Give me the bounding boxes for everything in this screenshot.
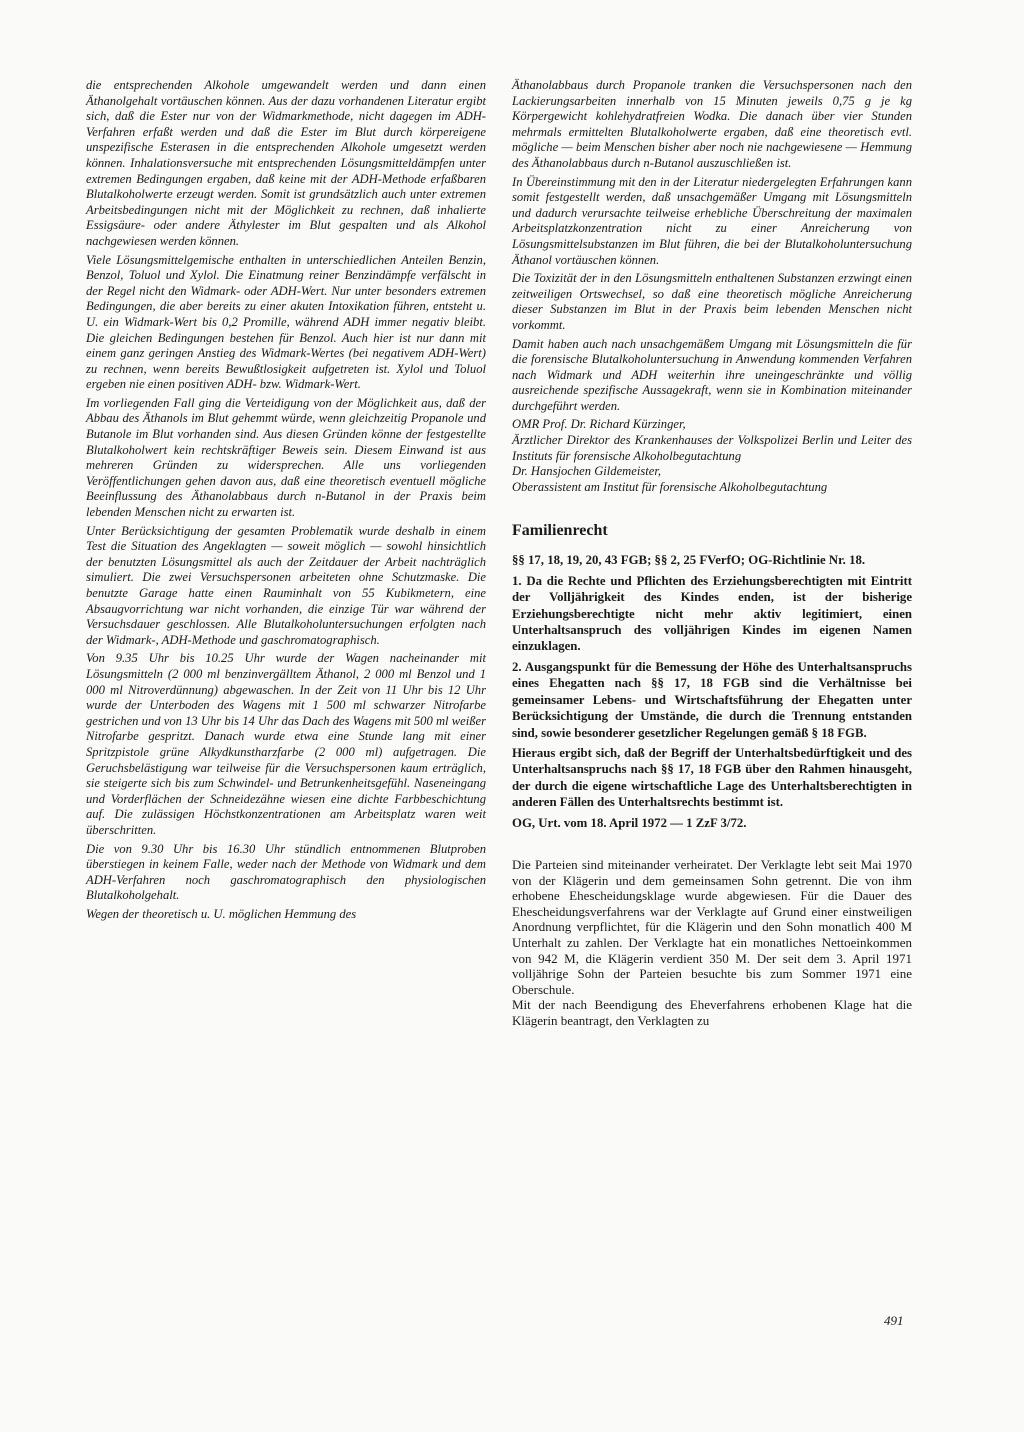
signature-name: OMR Prof. Dr. Richard Kürzinger,	[512, 417, 686, 432]
left-paragraph: Von 9.35 Uhr bis 10.25 Uhr wurde der Wagen nacheinander mit Lösungsmitteln (2 000 ml benzinvergälltem Äthanol, 2 000 ml Benzol und 1 000 ml Nitroverdünnung) abgewaschen. In der Zeit von 11 Uhr bis 12 Uhr wurde der Unterboden des Wagens mit 1 500 ml schwarzer Nitrofarbe gestrichen und von 13 Uhr bis 14 Uhr das Dach des Wagens mit 500 ml weißer Nitrofarbe gespritzt. Danach wurde etwa eine Stunde lang mit einer Spritzpistole grüne Alkydkunstharzfarbe (2 000 ml) aufgetragen. Die Geruchsbelästigung war teilweise für die Versuchspersonen kaum erträglich, sie steigerte sich bis zum Schwindel- und Betrunkenheitsgefühl. Naseneingang und Vorderflächen der Schneidezähne wiesen eine dichte Farbbeschichtung auf. Die zulässigen Höchstkonzentrationen am Arbeitsplatz waren weit überschritten.	[86, 651, 486, 837]
right-paragraph: Äthanolabbaus durch Propanole tranken die Versuchspersonen nach den Lackierungsarbeiten innerhalb von 15 Minuten jeweils 0,75 g je kg Körpergewicht kohlehydratfreien Wodka. Die danach über vier Stunden mehrmals ermittelten Blutalkoholwerte ergaben, daß eine theoretisch evtl. mögliche — beim Menschen bisher aber noch nie nachgewiesene — Hemmung des Äthanolabbaus durch n-Butanol auszuschließen ist.	[512, 78, 912, 170]
section-heading: Familienrecht	[512, 522, 608, 540]
right-column	[512, 78, 912, 1028]
left-column	[86, 78, 486, 925]
court-reference: OG, Urt. vom 18. April 1972 — 1 ZzF 3/72.	[512, 815, 747, 830]
right-paragraph: Damit haben auch nach unsachgemäßem Umgang mit Lösungsmitteln die für die forensische Blutalkoholuntersuchung in Anwendung kommenden Verfahren nach Widmark und ADH weiterhin ihre uneingeschränkte und völlig ausreichende spezifische Aussagekraft, wenn sie in Kombination miteinander durchgeführt werden.	[512, 336, 912, 413]
left-paragraph: Unter Berücksichtigung der gesamten Problematik wurde deshalb in einem Test die Situation des Angeklagten — soweit möglich — sowohl hinsichtlich der benutzten Lösungsmittel als auch der Zeitdauer der Arbeit nachträglich simuliert. Die zwei Versuchspersonen arbeiteten ohne Schutzmaske. Die benutzte Garage hatte einen Rauminhalt von 55 Kubikmetern, eine Absaugvorrichtung war nicht vorhanden, die einzige Tür war während der Versuchsdauer geschlossen. Alle Blutalkoholuntersuchungen erfolgten nach der Widmark-, ADH-Methode und gaschromatographisch.	[86, 523, 486, 647]
body-paragraph: Die Parteien sind miteinander verheiratet. Der Verklagte lebt seit Mai 1970 von der Klägerin und dem gemeinsamen Sohn getrennt. Die von ihm erhobene Ehescheidungsklage wurde abgewiesen. Für die Dauer des Ehescheidungsverfahrens war der Verklagte auf Grund einer einstweiligen Anordnung verpflichtet, für die Klägerin und den Sohn monatlich 400 M Unterhalt zu zahlen. Der Verklagte hat ein monatliches Nettoeinkommen von 942 M, die Klägerin verdient 350 M. Der seit dem 3. April 1971 volljährige Sohn der Parteien besuchte bis zum Sommer 1971 eine Oberschule.	[512, 856, 912, 997]
body-text-block	[512, 857, 912, 1029]
statutes: §§ 17, 18, 19, 20, 43 FGB; §§ 2, 25 FVerfO; OG-Richtlinie Nr. 18.	[512, 553, 866, 568]
left-paragraph: Viele Lösungsmittelgemische enthalten in unterschiedlichen Anteilen Benzin, Benzol, Toluol und Xylol. Die Einatmung reiner Benzindämpfe verfälscht in der Regel nicht den Widmark- oder ADH-Wert. Nur unter besonders extremen Bedingungen, die aber bereits zu einer akuten Intoxikation führen, entsteht u. U. ein Widmark-Wert bis 0,2 Promille, während ADH immer negativ bleibt. Die gleichen Bedingungen bestehen für Benzol. Auch hier ist nur dann mit einem ganz geringen Anstieg des Widmark-Wertes (bei negativem ADH-Wert) zu rechnen, wenn bereits Bewußtlosigkeit aufgetreten ist. Xylol und Toluol ergeben nie einen positiven ADH- bzw. Widmark-Wert.	[86, 252, 486, 392]
headnote: Hieraus ergibt sich, daß der Begriff der Unterhaltsbedürftigkeit und des Unterhaltsanspruchs nach §§ 17, 18 FGB über den Rahmen hinausgeht, der durch die eigene wirtschaftliche Lage des Unterhaltsberechtigten in anderen Fällen des Unterhaltsrechts bestimmt ist.	[512, 745, 912, 810]
right-italic-block	[512, 78, 912, 495]
body-paragraph: Mit der nach Beendigung des Eheverfahrens erhobenen Klage hat die Klägerin beantragt, den Verklagten zu	[512, 997, 912, 1028]
page-number: 491	[884, 1313, 904, 1328]
left-paragraph: Die von 9.30 Uhr bis 16.30 Uhr stündlich entnommenen Blutproben überstiegen in keinem Falle, weder nach der Methode von Widmark und dem ADH-Verfahren noch gaschromatographisch den physiologischen Blutalkoholgehalt.	[86, 841, 486, 903]
headnote: 1. Da die Rechte und Pflichten des Erziehungsberechtigten mit Eintritt der Volljährigkeit des Kindes enden, ist der bisherige Erziehungsberechtigte nicht mehr aktiv legitimiert, einen Unterhaltsanspruch des volljährigen Kindes im eigenen Namen einzuklagen.	[512, 573, 912, 654]
left-paragraph: die entsprechenden Alkohole umgewandelt werden und dann einen Äthanolgehalt vortäuschen können. Aus der dazu vorhandenen Literatur ergibt sich, daß die Ester nur von der Widmarkmethode, nicht dagegen im ADH-Verfahren erfaßt werden und daß die Ester im Blut durch körpereigene unspezifische Esterasen in die entsprechenden Alkohole umgesetzt werden können. Inhalationsversuche mit entsprechenden Lösungsmitteldämpfen unter extremen Bedingungen ergaben, daß keine mit der ADH-Methode erfaßbaren Blutalkoholwerte erzeugt werden. Somit ist grundsätzlich auch unter extremen Arbeitsbedingungen nicht mit der Möglichkeit zu rechnen, daß inhalierte Essigsäure- oder andere Äthylester im Blut gespalten und als Alkohol nachgewiesen werden können.	[86, 78, 486, 248]
left-paragraph: Im vorliegenden Fall ging die Verteidigung von der Möglichkeit aus, daß der Abbau des Äthanols im Blut gehemmt würde, wenn gleichzeitig Propanole und Butanole im Blut vorhanden sind. Aus diesen Gründen könne der festgestellte Blutalkoholwert kein rechtskräftiger Beweis sein. Diesem Einwand ist aus mehreren Gründen zu widersprechen. Alle uns vorliegenden Veröffentlichungen gehen davon aus, daß eine theoretisch eventuell mögliche Beeinflussung des Äthanolabbaus durch n-Butanol in der Praxis beim lebenden Menschen nicht zu erwarten ist.	[86, 395, 486, 520]
signature-name: Dr. Hansjochen Gildemeister,	[512, 464, 662, 479]
right-paragraph: In Übereinstimmung mit den in der Literatur niedergelegten Erfahrungen kann somit festgestellt werden, daß unsachgemäßer Umgang mit Lösungsmitteln und dadurch verursachte teilweise erhebliche Überschreitung der maximalen Arbeitsplatzkonzentration nicht zu einer Anreicherung von Lösungsmittelsubstanzen im Blut führen, die bei der Blutalkoholuntersuchung Äthanol vortäuschen können.	[512, 174, 912, 267]
headnote: 2. Ausgangspunkt für die Bemessung der Höhe des Unterhaltsanspruchs eines Ehegatten nach §§ 17, 18 FGB sind die Verhältnisse bei gemeinsamer Lebens- und Wirtschaftsführung der Ehegatten unter Berücksichtigung der Umstände, die durch die Trennung entstanden sind, sowie besonderer gesetzlicher Regelungen gemäß § 18 FGB.	[512, 659, 912, 740]
right-paragraph: Die Toxizität der in den Lösungsmitteln enthaltenen Substanzen erzwingt einen zeitweiligen Ortswechsel, so daß eine theoretisch mögliche Anreicherung dieser Substanzen im Blut in der Praxis beim lebenden Menschen nicht vorkommt.	[512, 271, 912, 332]
headnote-block	[512, 552, 912, 831]
signature-title: Oberassistent am Institut für forensische Alkoholbegutachtung	[512, 479, 828, 494]
signature-title: Ärztlicher Direktor des Krankenhauses der Volkspolizei Berlin und Leiter des Instituts für forensische Alkoholbegutachtung	[512, 433, 912, 463]
left-paragraph: Wegen der theoretisch u. U. möglichen Hemmung des	[86, 906, 357, 921]
